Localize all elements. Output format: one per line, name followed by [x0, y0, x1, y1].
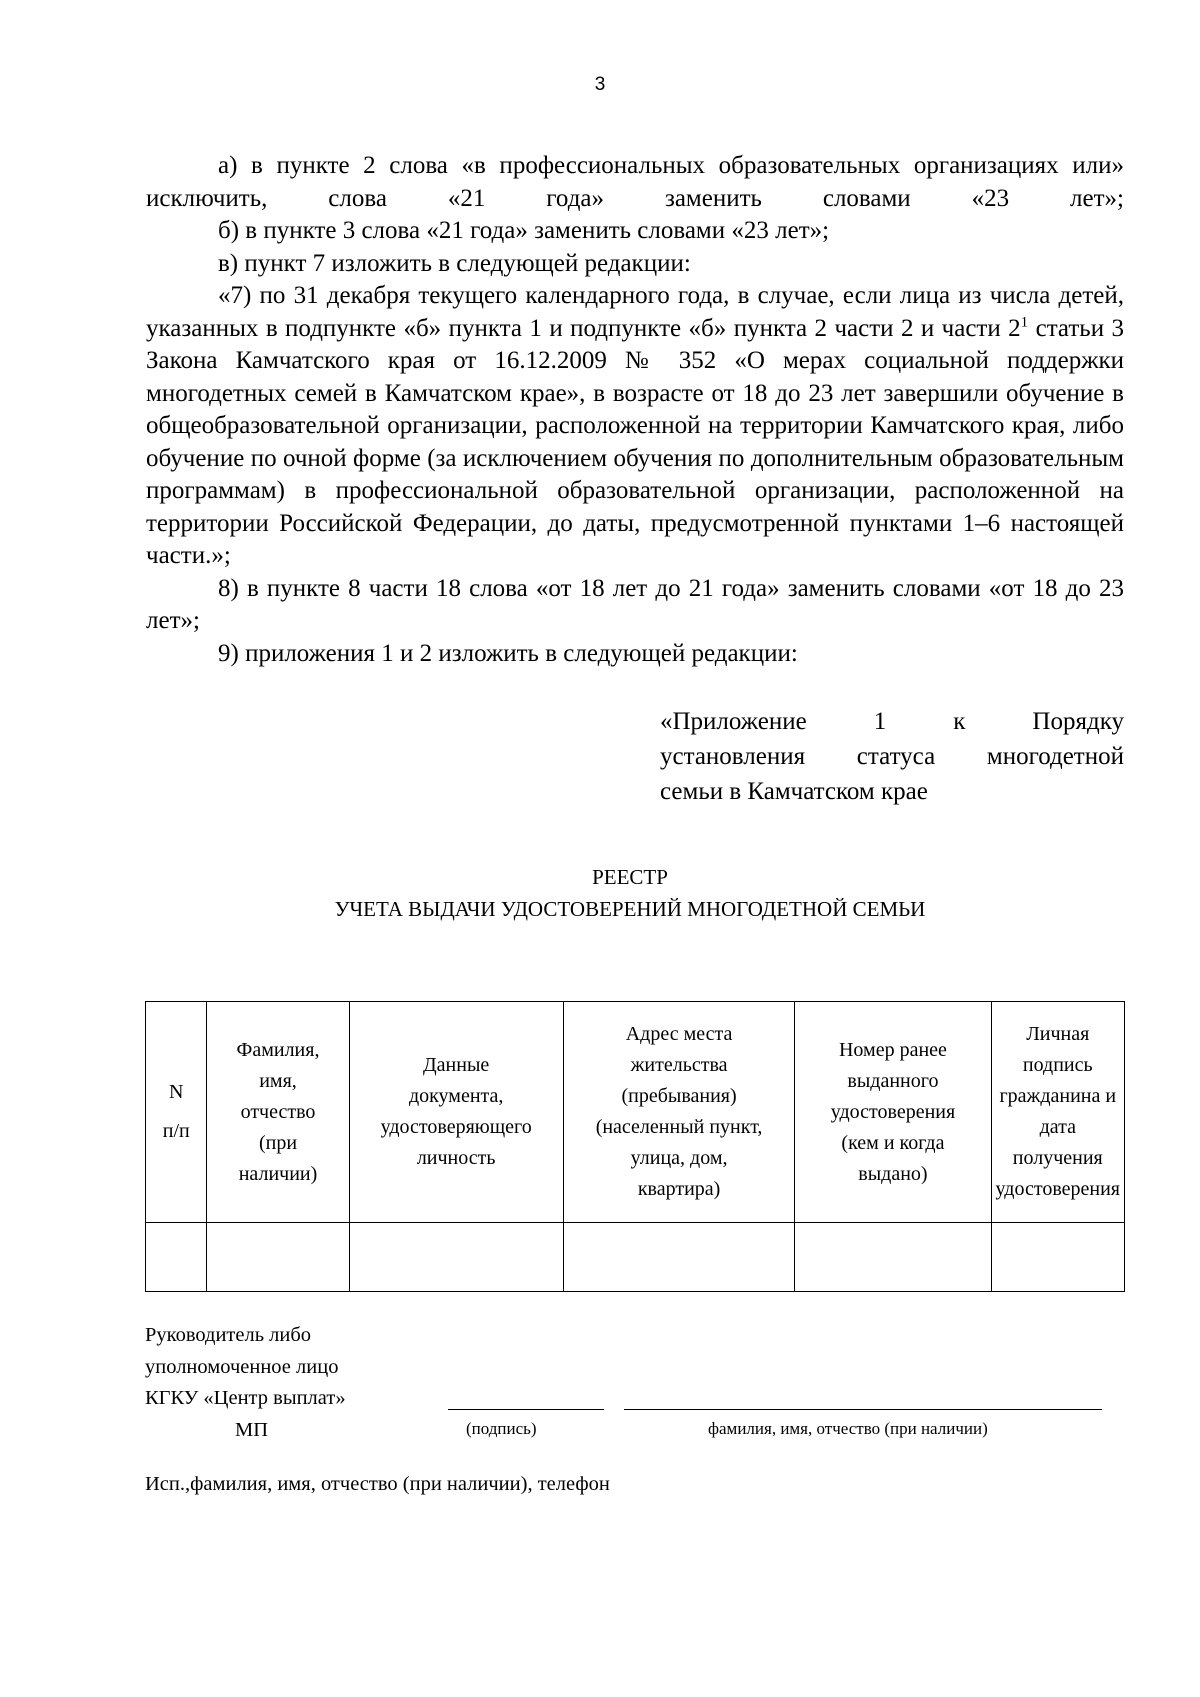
registry-title: РЕЕСТР	[592, 865, 668, 889]
header-text: квартира)	[637, 1178, 721, 1200]
header-text: наличии)	[238, 1162, 318, 1185]
appendix-header	[660, 704, 1124, 809]
header-text: личность	[416, 1147, 496, 1169]
header-text: (кем и когда	[841, 1131, 945, 1154]
header-text: документа,	[408, 1085, 504, 1107]
header-text: дата	[1039, 1116, 1076, 1138]
signer-line-2: уполномоченное лицо	[145, 1355, 339, 1378]
paragraph-v: в) пункт 7 изложить в следующей редакции:	[218, 249, 691, 277]
header-text: (населенный пункт,	[595, 1116, 763, 1138]
table-cell	[207, 1223, 349, 1292]
paragraph-8: 8) в пункте 8 части 18 слова «от 18 лет до 21 года» заменить словами «от 18 до 23 лет»;	[146, 574, 1124, 634]
appendix-header-line-3: семьи в Камчатском крае	[660, 778, 928, 805]
paragraph-7-part1: «7) по 31 декабря текущего календарного года, в случае, если лица из числа детей, указанных в подпункте «б» пункта 1 и подпункте «б» пункта 2 части 2 и части 2	[146, 282, 1124, 342]
paragraph-9: 9) приложения 1 и 2 изложить в следующей редакции:	[218, 639, 798, 667]
header-text: удостоверения	[830, 1100, 956, 1123]
registry-table	[145, 1001, 1125, 1292]
header-text: гражданина и	[999, 1085, 1117, 1107]
header-text: Адрес места	[625, 1023, 733, 1045]
header-text: Номер ранее	[838, 1038, 947, 1061]
header-text: получения	[1012, 1147, 1103, 1169]
table-cell	[563, 1223, 795, 1292]
paragraph-7	[146, 280, 1124, 573]
page-number: 3	[594, 74, 606, 95]
header-text: (пребывания)	[621, 1085, 737, 1107]
column-header-identity-document	[349, 1002, 563, 1223]
executor-line: Исп.,фамилия, имя, отчество (при наличии), телефон	[145, 1473, 610, 1495]
full-name-line	[624, 1409, 1102, 1410]
header-text: имя,	[259, 1069, 297, 1092]
header-text: выданного	[847, 1069, 939, 1092]
amendment-text	[146, 150, 1124, 670]
header-text: отчество	[240, 1100, 316, 1123]
header-text: Личная	[1026, 1023, 1090, 1045]
header-text: Фамилия,	[236, 1038, 320, 1061]
superscript-1: 1	[1020, 314, 1029, 331]
column-header-signature	[991, 1002, 1124, 1223]
paragraph-7-part2: статьи 3 Закона Камчатского края от 16.12.2009 № 352 «О мерах социальной поддержки многодетных семей в Камчатском крае», в возрасте от 18 до 23 лет завершили обучение в общеобразовательной организации, расположенной на территории Камчатского края, либо обучение по очной форме (за исключением обучения по дополнительным образовательным программам) в профессиональной образовательной организации, расположенной на территории Российской Федерации, до даты, предусмотренной пунктами 1–6 настоящей части.»;	[146, 314, 1125, 569]
stamp-label: МП	[235, 1418, 269, 1441]
header-text: (при	[258, 1131, 298, 1154]
header-text: п/п	[162, 1120, 190, 1142]
header-text: N	[168, 1081, 184, 1103]
table-cell	[146, 1223, 207, 1292]
table-cell	[795, 1223, 991, 1292]
full-name-caption: фамилия, имя, отчество (при наличии)	[708, 1419, 988, 1438]
header-text: улица, дом,	[630, 1147, 728, 1169]
paragraph-b: б) в пункте 3 слова «21 года» заменить словами «23 лет»;	[218, 217, 830, 244]
table-row	[146, 1223, 1125, 1292]
header-text: подпись	[1022, 1054, 1093, 1076]
signature-line	[448, 1409, 604, 1410]
header-text: выдано)	[858, 1162, 928, 1185]
registry-header-row	[146, 1002, 1125, 1223]
signature-block	[145, 1320, 346, 1446]
signature-caption: (подпись)	[466, 1419, 537, 1438]
column-header-number	[146, 1002, 207, 1223]
appendix-header-line-2: установления статуса многодетной	[660, 743, 1124, 770]
header-text: удостоверяющего	[380, 1116, 532, 1138]
header-text: Данные	[423, 1054, 490, 1076]
column-header-full-name	[207, 1002, 349, 1223]
header-text: жительства	[630, 1054, 728, 1076]
registry-subtitle: УЧЕТА ВЫДАЧИ УДОСТОВЕРЕНИЙ МНОГОДЕТНОЙ СЕМЬИ	[334, 897, 926, 921]
column-header-address	[563, 1002, 795, 1223]
signer-line-1: Руководитель либо	[145, 1324, 312, 1346]
table-cell	[349, 1223, 563, 1292]
column-header-previous-certificate	[795, 1002, 991, 1223]
signer-line-3: КГКУ «Центр выплат»	[145, 1387, 346, 1409]
paragraph-a: а) в пункте 2 слова «в профессиональных образовательных организациях или» исключить, слова «21 года» заменить словами «23 лет»;	[146, 152, 1124, 212]
header-text: удостоверения	[995, 1178, 1120, 1200]
table-cell	[991, 1223, 1124, 1292]
appendix-header-line-1: «Приложение 1 к Порядку	[660, 708, 1124, 735]
